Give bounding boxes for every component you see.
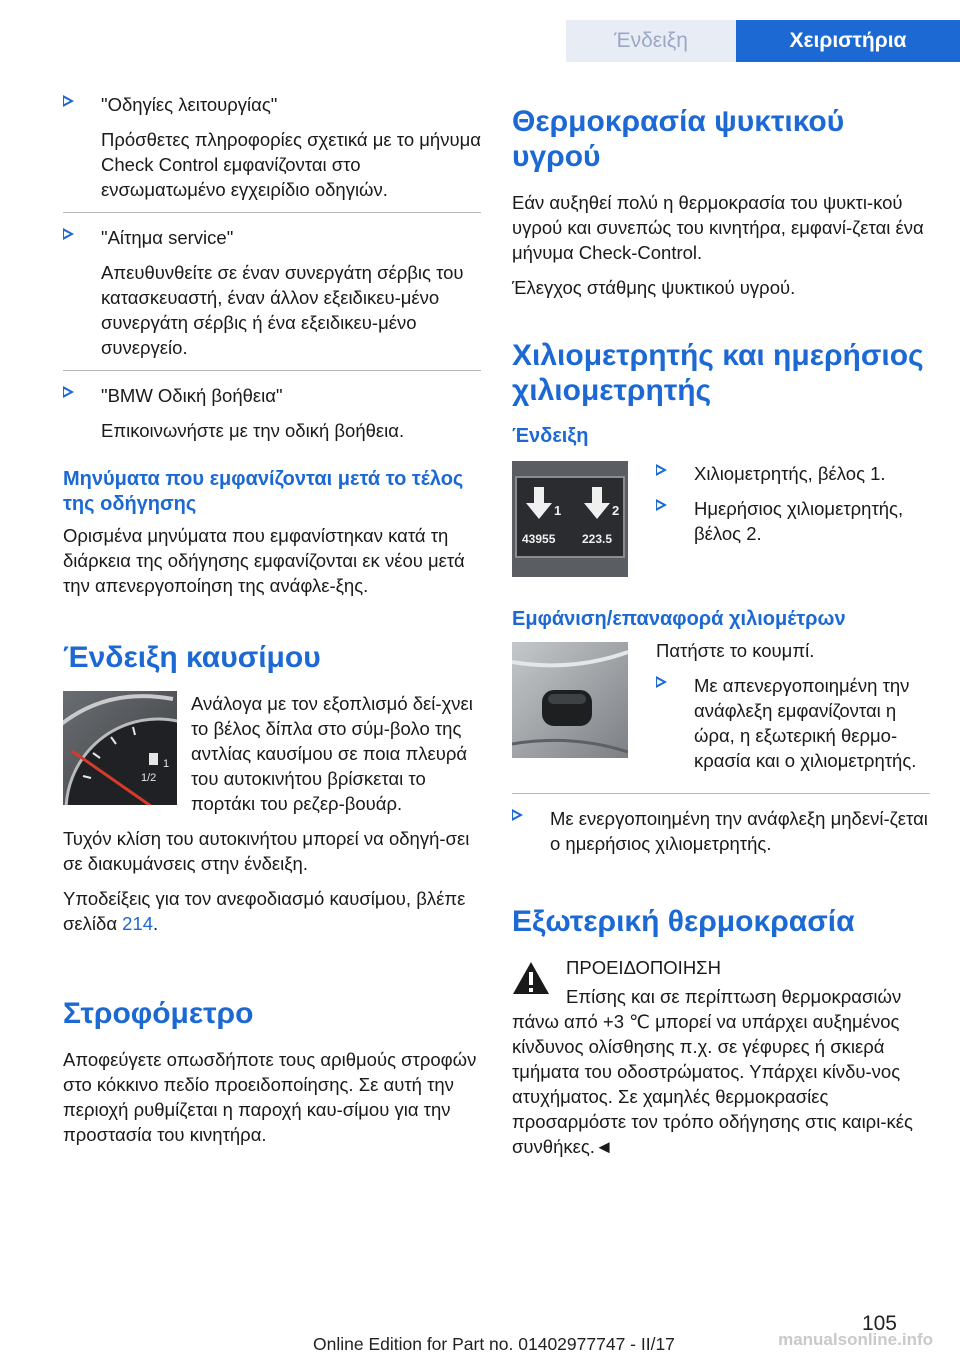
odometer-display-image (512, 461, 628, 577)
odometer-section (512, 461, 930, 577)
divider (63, 212, 481, 213)
list-item: Με ενεργοποιημένη την ανάφλεξη μηδενί-ζεται ο ημερήσιος χιλιομετρητής. (512, 806, 930, 856)
page-reference-link[interactable]: 214 (122, 913, 154, 934)
bullet-triangle-icon (63, 228, 74, 240)
reset-section (512, 642, 930, 783)
warning-triangle-icon (512, 961, 550, 995)
messages-text: Ορισμένα μηνύματα που εμφανίστηκαν κατά τη διάρκεια της οδήγησης εμφανίζονται εκ νέου μετά την απενεργοποίηση της ανάφλε-ξης. (63, 525, 465, 596)
bullet-text: Απευθυνθείτε σε έναν συνεργάτη σέρβις του κατασκευαστή, έναν άλλον εξειδικευ-μένο συνεργάτη σέρβις ή ένα εξειδικευ-μένο συνεργείο. (101, 262, 464, 358)
page-header (566, 20, 960, 62)
list-item: Χιλιομετρητής, βέλος 1. (656, 461, 930, 486)
bullet-label: "Αίτημα service" (101, 227, 234, 248)
warning-title: ΠΡΟΕΙΔΟΠΟΙΗΣΗ (566, 957, 721, 978)
section-heading-odometer: Χιλιομετρητής και ημερήσιος χιλιομετρητής (512, 339, 924, 407)
section-heading-external-temp: Εξωτερική θερμοκρασία (512, 905, 855, 938)
bullet-text: Πρόσθετες πληροφορίες σχετικά με το μήνυμα Check Control εμφανίζονται στο ενσωματωμένο εγχειρίδιο οδηγιών. (101, 129, 481, 200)
divider (63, 370, 481, 371)
section-heading-messages: Μηνύματα που εμφανίζονται μετά το τέλος της οδήγησης (63, 468, 464, 515)
warning-text: Επίσης και σε περίπτωση θερμοκρασιών πάνω από +3 ℃ μπορεί να υπάρχει αυξημένος κίνδυνος ολίσθησης π.χ. σε γέφυρες ή σκιερά τμήματα του οδοστρώματος. Υπάρχει κίνδυ-νος ατυχήματος. Σε χαμηλές θερμοκρασίες προσαρμόστε τον τρόπο οδήγησης στις καιρι-κές συνθήκες.◄ (512, 986, 913, 1157)
bullet-triangle-icon (63, 386, 74, 398)
tachometer-text: Αποφεύγετε οπωσδήποτε τους αριθμούς στροφών στο κόκκινο πεδίο προειδοποίησης. Σε αυτή την περιοχή ρυθμίζεται η παροχή καυ-σίμου για την προστασία του κινητήρα. (63, 1049, 477, 1145)
bullet-triangle-icon (63, 95, 74, 107)
section-heading-fuel: Ένδειξη καυσίμου (63, 641, 321, 674)
arrow-2-label: 2 (612, 503, 620, 518)
page-number: 105 (861, 1312, 897, 1335)
reset-button-image (512, 642, 628, 758)
bullet-text: Επικοινωνήστε με την οδική βοήθεια. (101, 420, 405, 441)
gauge-half-label: 1/2 (141, 772, 157, 784)
list-item (63, 383, 481, 443)
divider (512, 793, 930, 794)
watermark: manualsonline.info (778, 1330, 933, 1349)
list-item: Με απενεργοποιημένη την ανάφλεξη εμφανίζονται η ώρα, η εξωτερική θερμο-κρασία και ο χιλιομετρητής. (656, 673, 930, 773)
right-column (512, 104, 930, 1169)
header-section-tab: Ένδειξη (566, 20, 736, 62)
bullet-triangle-icon (656, 676, 667, 688)
section-heading-reset: Εμφάνιση/επαναφορά χιλιομέτρων (512, 608, 846, 630)
fuel-gauge-image (63, 691, 177, 805)
edition-text: Online Edition for Part no. 01402977747 - II/17 (313, 1334, 675, 1354)
fuel-section (63, 691, 481, 936)
fuel-text-2: Τυχόν κλίση του αυτοκινήτου μπορεί να οδηγή-σει σε διακυμάνσεις στην ένδειξη. (63, 828, 470, 874)
header-chapter-tab: Χειριστήρια (736, 20, 960, 62)
list-item (63, 225, 481, 360)
coolant-text: Εάν αυξηθεί πολύ η θερμοκρασία του ψυκτι-κού υγρού και συνεπώς του κινητήρα, εμφανί-ζεται ένα μήνυμα Check-Control. (512, 192, 924, 263)
section-heading-coolant: Θερμοκρασία ψυκτικού υγρού (512, 105, 845, 173)
fuel-text-3: Υποδείξεις για τον ανεφοδιασμό καυσίμου, βλέπε σελίδα 214. (63, 888, 466, 934)
odometer-value: 43955 (522, 532, 556, 546)
gauge-full-label: 1 (163, 758, 170, 770)
bullet-triangle-icon (512, 809, 523, 821)
bullet-label: "BMW Οδική βοήθεια" (101, 385, 283, 406)
reset-press-text: Πατήστε το κουμπί. (656, 640, 815, 661)
bullet-triangle-icon (656, 464, 667, 476)
section-heading-tachometer: Στροφόμετρο (63, 997, 254, 1030)
left-column (63, 92, 481, 1157)
arrow-1-label: 1 (554, 503, 562, 518)
coolant-check: Έλεγχος στάθμης ψυκτικού υγρού. (512, 277, 796, 298)
list-item (63, 92, 481, 202)
odometer-subheading: Ένδειξη (512, 425, 589, 447)
warning-block (512, 955, 930, 1159)
bullet-triangle-icon (656, 499, 667, 511)
trip-value: 223.5 (582, 532, 613, 546)
fuel-text-1: Ανάλογα με τον εξοπλισμό δεί-χνει το βέλος δίπλα στο σύμ-βολο της αντλίας καυσίμου σε ποια πλευρά του αυτοκινήτου βρίσκεται το πορτάκι του ρεζερ-βουάρ. (191, 693, 473, 814)
end-mark: ◄ (594, 1136, 614, 1157)
bullet-label: "Οδηγίες λειτουργίας" (101, 94, 278, 115)
list-item: Ημερήσιος χιλιομετρητής, βέλος 2. (656, 496, 930, 546)
